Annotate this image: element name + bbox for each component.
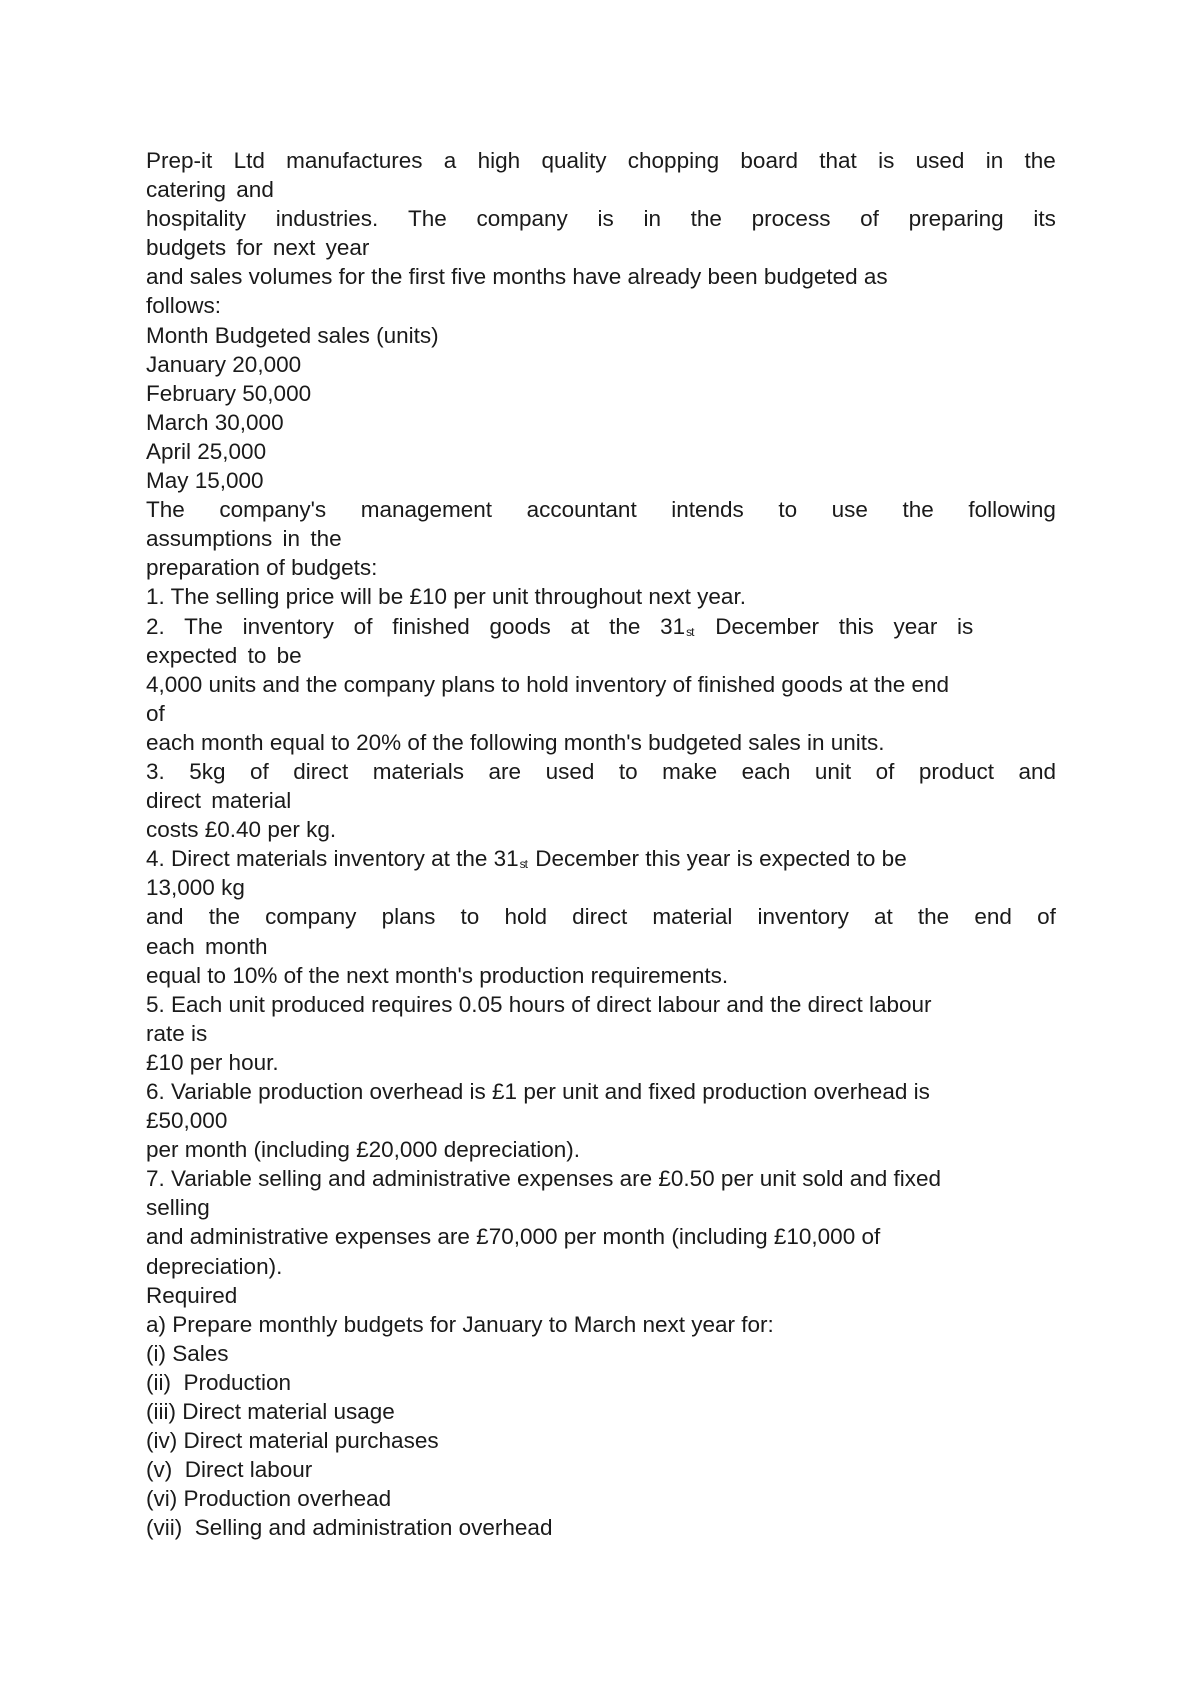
word: is: [878, 148, 895, 173]
word: the: [1024, 148, 1056, 173]
word: used: [545, 758, 595, 784]
assumption-7-line-1: 7. Variable selling and administrative expenses are £0.50 per unit sold and fixed: [146, 1166, 942, 1192]
assumption-6-line-2: £50,000: [146, 1108, 228, 1134]
assumption-2-line-2: expected to be: [146, 642, 302, 668]
required-heading: Required: [146, 1282, 238, 1308]
word: at: [874, 904, 893, 930]
word: quality: [541, 148, 607, 173]
required-item-sales: (i) Sales: [146, 1340, 229, 1366]
word: the: [917, 904, 950, 930]
word: The: [408, 206, 447, 232]
word: accountant: [526, 497, 637, 523]
word: to: [618, 758, 638, 784]
assumption-2-line-5: each month equal to 20% of the following month's budgeted sales in units.: [146, 729, 885, 755]
assumption-3-line-3: costs £0.40 per kg.: [146, 817, 337, 843]
word: board: [740, 148, 798, 173]
word: of: [875, 758, 895, 784]
word: manufactures: [286, 148, 423, 173]
sales-table-header: Month Budgeted sales (units): [146, 322, 439, 348]
assumption-4-line-1: [146, 844, 1056, 873]
word: product: [918, 758, 994, 784]
word: process: [751, 206, 831, 232]
required-item-production-overhead: (vi) Production overhead: [146, 1486, 392, 1512]
intro-line-1: [146, 146, 1056, 175]
word: the: [208, 904, 240, 930]
assumptions-intro-line-1: [146, 495, 1056, 524]
word: hold: [504, 904, 548, 930]
required-item-direct-labour: (v) Direct labour: [146, 1457, 313, 1483]
word: Ltd: [233, 148, 265, 173]
word: company: [476, 206, 568, 232]
intro-line-6: follows:: [146, 293, 222, 319]
word: of: [250, 758, 269, 784]
assumption-5-line-3: £10 per hour.: [146, 1049, 279, 1075]
word: intends: [671, 497, 744, 523]
word: company's: [219, 497, 327, 523]
word: direct: [572, 904, 628, 930]
required-item-selling-admin-overhead: (vii) Selling and administration overhead: [146, 1515, 553, 1541]
assumption-2-text-a: 2. The inventory of finished goods at the 31: [146, 613, 686, 639]
assumption-7-line-2: selling: [146, 1195, 210, 1221]
assumptions-intro-line-3: preparation of budgets:: [146, 555, 378, 581]
word: each: [741, 758, 791, 784]
word: of: [860, 206, 879, 232]
word: in: [985, 148, 1004, 173]
word: of: [1037, 904, 1056, 930]
required-item-material-purchases: (iv) Direct material purchases: [146, 1428, 439, 1454]
sales-row: March 30,000: [146, 409, 284, 435]
assumption-5-line-2: rate is: [146, 1020, 208, 1046]
word: industries.: [275, 206, 379, 232]
intro-line-5: and sales volumes for the first five months have already been budgeted as: [146, 264, 888, 290]
word: and: [146, 904, 184, 930]
assumption-4-line-3: [146, 902, 1056, 931]
assumption-6-line-3: per month (including £20,000 depreciation).: [146, 1137, 581, 1163]
required-item-material-usage: (iii) Direct material usage: [146, 1399, 395, 1425]
intro-line-4: budgets for next year: [146, 235, 370, 261]
required-intro: a) Prepare monthly budgets for January to March next year for:: [146, 1311, 774, 1337]
required-item-production: (ii) Production: [146, 1369, 292, 1395]
assumption-2-line-4: of: [146, 700, 165, 726]
assumption-4-line-4: each month: [146, 933, 268, 959]
word: plans: [381, 904, 436, 930]
assumption-4-text-b: December this year is expected to be: [529, 846, 907, 872]
assumption-6-line-1: 6. Variable production overhead is £1 per unit and fixed production overhead is: [146, 1079, 930, 1104]
assumption-4-line-5: equal to 10% of the next month's production requirements.: [146, 962, 729, 988]
ordinal-suffix: st: [686, 624, 694, 639]
word: end: [974, 904, 1012, 930]
word: high: [477, 148, 521, 173]
word: that: [819, 148, 857, 173]
word: are: [488, 758, 522, 784]
word: hospitality: [146, 206, 247, 232]
intro-line-3: [146, 204, 1056, 233]
word: in: [643, 206, 661, 232]
assumption-4-line-2: 13,000 kg: [146, 875, 245, 901]
sales-row: April 25,000: [146, 438, 267, 464]
word: direct: [293, 758, 349, 784]
assumption-7-line-3: and administrative expenses are £70,000 per month (including £10,000 of: [146, 1224, 881, 1250]
word: company: [265, 904, 357, 930]
assumption-5-line-1: 5. Each unit produced requires 0.05 hours of direct labour and the direct labour: [146, 991, 932, 1017]
sales-row: May 15,000: [146, 468, 264, 494]
assumption-3-line-2: direct material: [146, 788, 292, 814]
word: chopping: [627, 148, 720, 173]
word: inventory: [757, 904, 849, 930]
word: a: [443, 148, 457, 173]
document-page: [146, 146, 1056, 1543]
word: is: [597, 206, 614, 232]
assumption-1: 1. The selling price will be £10 per unit throughout next year.: [146, 584, 746, 610]
word: and: [1018, 758, 1056, 784]
word: make: [662, 758, 718, 784]
word: Prep-it: [146, 148, 213, 173]
word: following: [968, 497, 1056, 523]
assumption-2-line-3: 4,000 units and the company plans to hold inventory of finished goods at the end: [146, 671, 950, 697]
word: the: [690, 206, 722, 232]
word: used: [915, 148, 965, 173]
word: material: [652, 904, 733, 930]
word: preparing: [908, 206, 1004, 232]
assumption-7-line-4: depreciation).: [146, 1253, 283, 1279]
assumptions-intro-line-2: assumptions in the: [146, 526, 342, 552]
word: use: [831, 497, 868, 523]
word: management: [360, 497, 493, 523]
sales-row: February 50,000: [146, 380, 312, 406]
word: unit: [814, 758, 852, 784]
word: The: [146, 497, 185, 523]
assumption-2-text-b: December this year is: [695, 613, 974, 639]
word: its: [1033, 206, 1056, 232]
ordinal-suffix: st: [519, 857, 528, 872]
word: to: [460, 904, 480, 930]
word: materials: [372, 758, 465, 784]
assumption-3-line-1: [146, 757, 1056, 786]
assumption-4-text-a: 4. Direct materials inventory at the 31: [146, 846, 519, 872]
word: to: [778, 497, 798, 523]
word: 3.: [146, 758, 165, 784]
intro-line-2: catering and: [146, 177, 274, 203]
word: 5kg: [189, 758, 226, 784]
sales-row: January 20,000: [146, 351, 302, 377]
word: the: [902, 497, 934, 523]
assumption-2-line-1: [146, 612, 1056, 641]
